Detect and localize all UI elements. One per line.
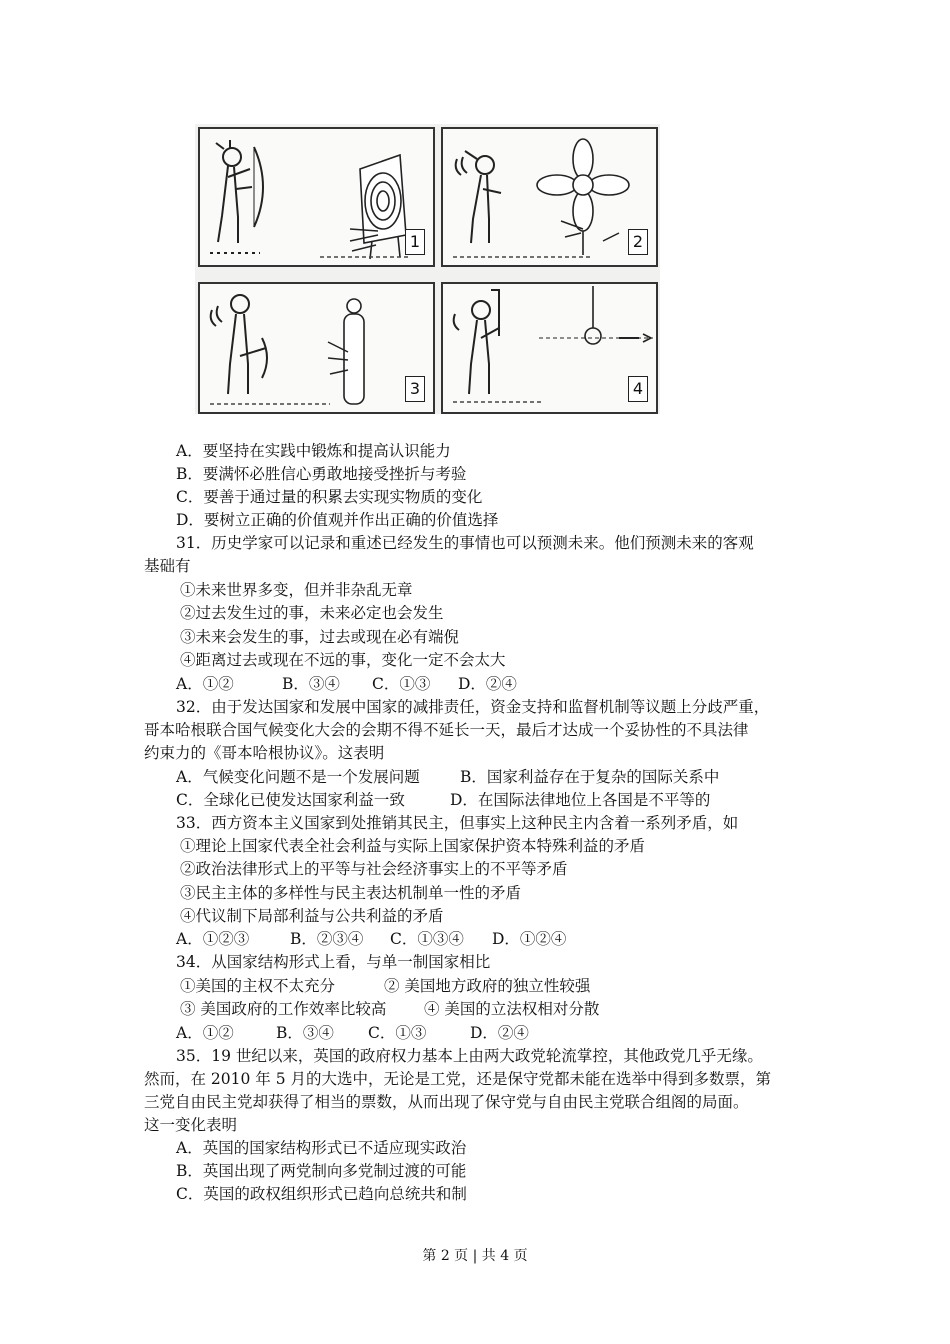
q31-item-1: ①未来世界多变，但并非杂乱无章 — [180, 581, 413, 599]
pendulum-ring-target — [539, 286, 653, 344]
cross-target — [537, 139, 629, 255]
q35-option-b: B．英国出现了两党制向多党制过渡的可能 — [176, 1162, 467, 1180]
q31-option-b: B．③④ — [282, 675, 340, 693]
q35-stem-line-4: 这一变化表明 — [144, 1116, 238, 1134]
q35-option-a: A．英国的国家结构形式已不适应现实政治 — [176, 1139, 467, 1157]
q34-option-d: D．②④ — [470, 1024, 529, 1042]
q32-option-c: C．全球化已使发达国家利益一致 — [176, 791, 405, 809]
q32-stem-line-3: 约束力的《哥本哈根协议》。这表明 — [144, 744, 385, 762]
q35-stem-line-2: 然而，在 2010 年 5 月的大选中，无论是工党，还是保守党都未能在选举中得到多数票，第 — [144, 1070, 772, 1088]
bullseye-target — [360, 155, 406, 259]
q31-option-c: C．①③ — [372, 675, 431, 693]
q31-item-3: ③未来会发生的事，过去或现在必有端倪 — [180, 628, 460, 646]
archer-bullseye-drawing — [200, 129, 433, 265]
q34-item-3: ③ 美国政府的工作效率比较高 — [180, 1000, 387, 1018]
cartoon-figure — [195, 124, 660, 414]
panel-number-2: 2 — [628, 229, 648, 255]
q34-item-4: ④ 美国的立法权相对分散 — [424, 1000, 600, 1018]
q34-option-b: B．③④ — [276, 1024, 334, 1042]
cartoon-panel-2 — [441, 127, 658, 267]
q31-option-a: A．①② — [176, 675, 234, 693]
q32-option-d: D．在国际法律地位上各国是不平等的 — [450, 791, 711, 809]
q33-item-2: ②政治法律形式上的平等与社会经济事实上的不平等矛盾 — [180, 860, 568, 878]
q33-item-4: ④代议制下局部利益与公共利益的矛盾 — [180, 907, 444, 925]
page-footer: 第 2 页 | 共 4 页 — [422, 1248, 528, 1264]
q31-option-d: D．②④ — [458, 675, 517, 693]
q33-option-a: A．①②③ — [176, 930, 250, 948]
q32-stem-line-1: 32．由于发达国家和发展中国家的减排责任，资金支持和监督机制等议题上分歧严重， — [176, 698, 770, 716]
q31-item-4: ④距离过去或现在不远的事，变化一定不会太大 — [180, 651, 506, 669]
q34-stem: 34．从国家结构形式上看，与单一制国家相比 — [176, 953, 491, 971]
q32-option-b: B．国家利益存在于复杂的国际关系中 — [460, 768, 720, 786]
q33-item-1: ①理论上国家代表全社会利益与实际上国家保护资本特殊利益的矛盾 — [180, 837, 646, 855]
q33-option-c: C．①③④ — [390, 930, 464, 948]
archer-ring-drawing — [443, 284, 656, 412]
q30-option-a: A．要坚持在实践中锻炼和提高认识能力 — [176, 442, 451, 460]
q30-option-c: C．要善于通过量的积累去实现实物质的变化 — [176, 488, 483, 506]
q34-option-c: C．①③ — [368, 1024, 427, 1042]
q32-option-a: A．气候变化问题不是一个发展问题 — [176, 768, 420, 786]
cartoon-panel-4 — [441, 282, 658, 414]
q30-option-b: B．要满怀必胜信心勇敢地接受挫折与考验 — [176, 465, 467, 483]
q33-option-b: B．②③④ — [290, 930, 364, 948]
q33-option-d: D．①②④ — [492, 930, 567, 948]
q31-stem-line-1: 31．历史学家可以记录和重述已经发生的事情也可以预测未来。他们预测未来的客观 — [176, 534, 754, 552]
q32-stem-line-2: 哥本哈根联合国气候变化大会的会期不得不延长一天，最后才达成一个妥协性的不具法律 — [144, 721, 749, 739]
q33-stem: 33．西方资本主义国家到处推销其民主，但事实上这种民主内含着一系列矛盾，如 — [176, 814, 739, 832]
q35-stem-line-3: 三党自由民主党却获得了相当的票数，从而出现了保守党与自由民主党联合组阁的局面。 — [144, 1093, 749, 1111]
q30-option-d: D．要树立正确的价值观并作出正确的价值选择 — [176, 511, 499, 529]
q34-item-1: ①美国的主权不太充分 — [180, 977, 336, 995]
q34-item-2: ② 美国地方政府的独立性较强 — [384, 977, 591, 995]
cartoon-panel-1 — [198, 127, 435, 267]
q35-option-c: C．英国的政权组织形式已趋向总统共和制 — [176, 1185, 467, 1203]
q31-item-2: ②过去发生过的事，未来必定也会发生 — [180, 604, 444, 622]
q34-option-a: A．①② — [176, 1024, 234, 1042]
q35-stem-line-1: 35．19 世纪以来，英国的政府权力基本上由两大政党轮流掌控，其他政党几乎无缘。 — [176, 1047, 763, 1065]
cartoon-panel-3 — [198, 282, 435, 414]
panel-number-4: 4 — [628, 376, 648, 402]
q31-stem-line-2: 基础有 — [144, 557, 191, 575]
archer-cross-drawing — [443, 129, 656, 265]
archer-post-drawing — [200, 284, 433, 412]
panel-number-3: 3 — [405, 376, 425, 402]
q33-item-3: ③民主主体的多样性与民主表达机制单一性的矛盾 — [180, 884, 522, 902]
panel-number-1: 1 — [405, 229, 425, 255]
